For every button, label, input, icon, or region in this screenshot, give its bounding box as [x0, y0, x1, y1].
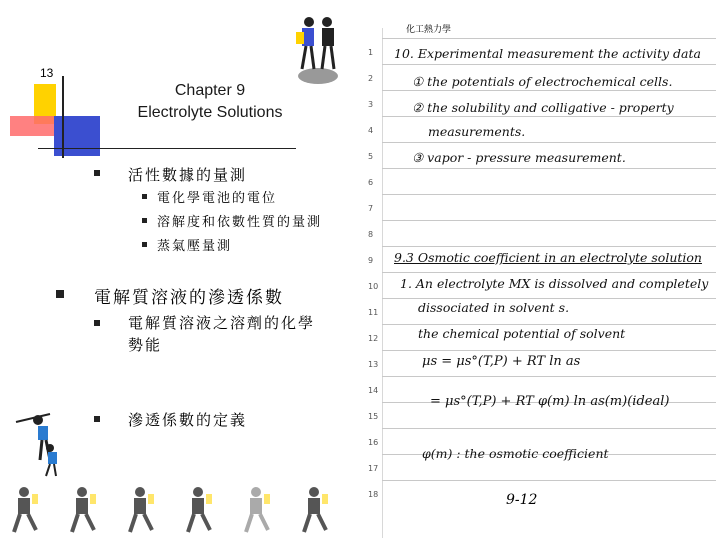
list-item-continuation: 勢能: [128, 336, 163, 354]
handwritten-heading: 9.3 Osmotic coefficient in an electrolyte solution: [394, 250, 702, 265]
line-number: 8: [368, 230, 374, 239]
ruled-line: [382, 220, 716, 221]
line-number: 6: [368, 178, 374, 187]
title-line-2: Electrolyte Solutions: [137, 104, 283, 121]
list-item: 溶解度和依數性質的量測: [157, 215, 323, 230]
line-number: 12: [368, 334, 379, 343]
ruled-line: [382, 168, 716, 169]
ruled-line: [382, 350, 716, 351]
climber-icon: [10, 404, 62, 478]
section-heading: 活性數據的量測: [128, 166, 248, 184]
line-number: 7: [368, 204, 374, 213]
ruled-line: [382, 116, 716, 117]
bullet-icon: [94, 170, 100, 176]
line-number: 3: [368, 100, 374, 109]
equation-line: = μs°(T,P) + RT φ(m) ln as(m)(ideal): [430, 394, 670, 409]
line-number: 14: [368, 386, 379, 395]
line-number: 18: [368, 490, 379, 499]
bullet-icon: [94, 320, 100, 326]
margin-line: [382, 28, 383, 538]
ruled-line: [382, 142, 716, 143]
line-number: 17: [368, 464, 379, 473]
blue-block: [54, 116, 100, 156]
line-number: 15: [368, 412, 379, 421]
ruled-line: [382, 298, 716, 299]
bullet-icon: [142, 194, 147, 199]
handwritten-line: measurements.: [428, 124, 526, 139]
equation-line: μs = μs°(T,P) + RT ln as: [422, 354, 581, 369]
page-number: 9-12: [506, 492, 538, 508]
line-number: 5: [368, 152, 374, 161]
handwritten-line: 10. Experimental measurement the activity data: [394, 46, 701, 61]
two-people-icon: [294, 14, 342, 86]
ruled-line: [382, 194, 716, 195]
section-heading: 電解質溶液的滲透係數: [94, 288, 284, 308]
line-number: 11: [368, 308, 379, 317]
bullet-icon: [142, 242, 147, 247]
bullet-icon: [94, 416, 100, 422]
running-people-icon: [0, 486, 350, 540]
ruled-line: [382, 428, 716, 429]
line-number: 10: [368, 282, 379, 291]
ruled-line: [382, 272, 716, 273]
slide-number: 13: [40, 66, 54, 80]
handwritten-line: 1. An electrolyte MX is dissolved and completely: [400, 276, 709, 291]
line-number: 1: [368, 48, 374, 57]
slide-title: [110, 80, 310, 124]
notebook-page: [366, 18, 718, 538]
handwritten-line: ① the potentials of electrochemical cells.: [412, 74, 673, 89]
line-number: 16: [368, 438, 379, 447]
handwritten-line: ③ vapor - pressure measurement.: [412, 150, 626, 165]
handwritten-line: the chemical potential of solvent: [418, 326, 626, 341]
list-item: 電解質溶液之溶劑的化學: [128, 314, 316, 332]
bullet-icon: [56, 290, 64, 298]
vertical-rule: [62, 76, 64, 158]
horizontal-rule: [38, 148, 296, 149]
notebook-header: 化工熱力學: [406, 25, 452, 35]
ruled-line: [382, 480, 716, 481]
line-number: 4: [368, 126, 374, 135]
ruled-line: [382, 64, 716, 65]
ruled-line: [382, 376, 716, 377]
ruled-line: [382, 38, 716, 39]
ruled-line: [382, 324, 716, 325]
handwritten-line: dissociated in solvent s.: [418, 300, 570, 315]
line-number: 13: [368, 360, 379, 369]
bullet-icon: [142, 218, 147, 223]
ruled-line: [382, 90, 716, 91]
red-block: [10, 116, 54, 136]
line-number: 2: [368, 74, 374, 83]
title-line-1: Chapter 9: [174, 82, 246, 99]
line-number: 9: [368, 256, 374, 265]
list-item: 滲透係數的定義: [128, 411, 248, 429]
handwritten-line: ② the solubility and colligative - property: [412, 100, 674, 115]
list-item: 蒸氣壓量測: [157, 239, 233, 254]
ruled-line: [382, 246, 716, 247]
list-item: 電化學電池的電位: [157, 191, 278, 206]
handwritten-line: φ(m) : the osmotic coefficient: [422, 446, 609, 461]
